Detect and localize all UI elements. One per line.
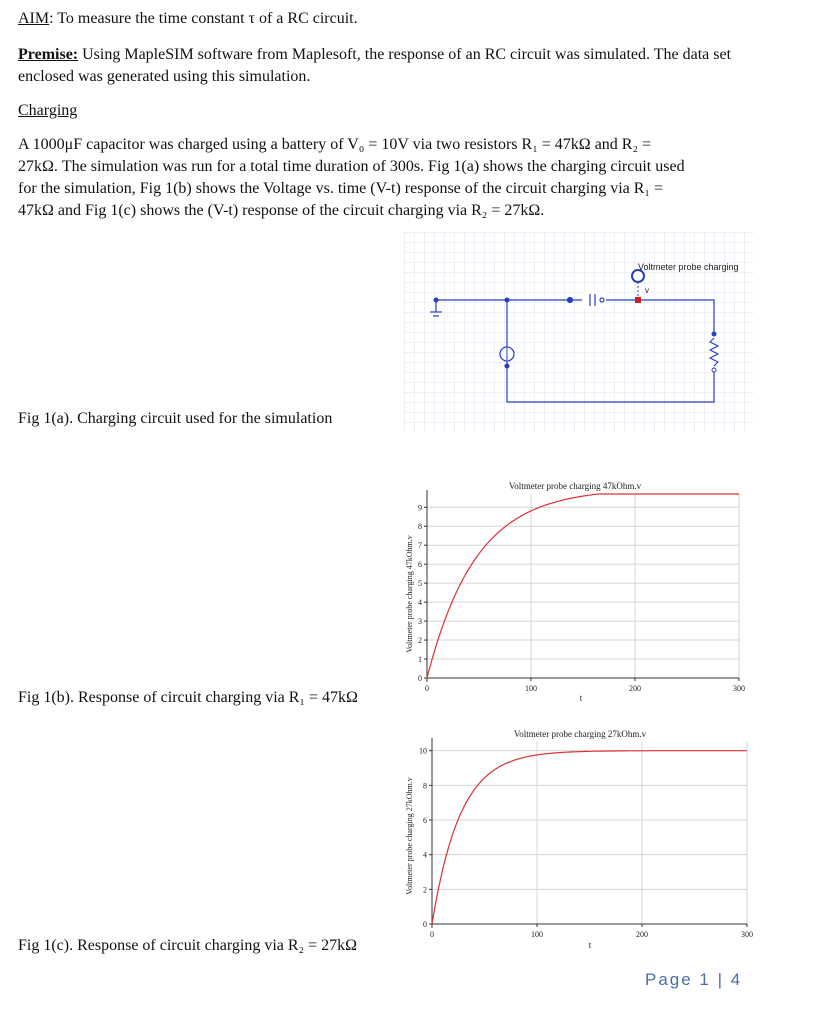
- y-tick-label: 0: [418, 674, 422, 683]
- charging-line-4: 47kΩ and Fig 1(c) shows the (V-t) response of the circuit charging via R₂ = 27kΩ.: [18, 202, 545, 219]
- page-number: Page 1 | 4: [645, 970, 743, 989]
- aim-label: AIM: [18, 10, 50, 27]
- chart-fig-b: [400, 476, 750, 706]
- y-tick-label: 4: [418, 598, 422, 608]
- y-tick-label: 3: [418, 617, 422, 627]
- charging-circuit-diagram: [404, 232, 754, 432]
- y-tick-label: 10: [419, 746, 427, 756]
- x-axis-label: t: [588, 940, 592, 950]
- series-line: [427, 494, 739, 678]
- y-axis-label: Voltmeter probe charging 27kOhm.v: [405, 777, 414, 895]
- x-tick-label: 200: [636, 930, 648, 939]
- y-tick-label: 7: [418, 541, 422, 551]
- x-axis-label: t: [579, 693, 583, 703]
- x-tick-label: 100: [525, 684, 537, 693]
- charging-line-1: A 1000μF capacitor was charged using a battery of V₀ = 10V via two resistors R₁ = 47kΩ and R₂ =: [18, 136, 652, 153]
- premise-label: Premise:: [18, 46, 79, 63]
- aim-text: : To measure the time constant τ of a RC circuit.: [49, 10, 358, 27]
- series-line: [432, 751, 747, 924]
- y-axis-label: Voltmeter probe charging 47kOhm.v: [405, 535, 414, 653]
- x-tick-label: 300: [741, 930, 753, 939]
- x-tick-label: 200: [629, 684, 641, 693]
- x-tick-label: 0: [430, 930, 434, 939]
- premise-text: Using MapleSIM software from Maplesoft, the response of an RC circuit was simulated. The data set enclosed was generated using this simulation.: [18, 46, 732, 85]
- y-tick-label: 9: [418, 503, 422, 513]
- fig-a-caption: Fig 1(a). Charging circuit used for the simulation: [18, 410, 333, 427]
- x-tick-label: 300: [733, 684, 745, 693]
- y-tick-label: 8: [423, 781, 427, 791]
- y-tick-label: 2: [418, 636, 422, 646]
- y-tick-label: 5: [418, 579, 422, 589]
- fig-c-caption: Fig 1(c). Response of circuit charging via R₂ = 27kΩ: [18, 937, 358, 954]
- section-heading: Charging: [18, 102, 78, 119]
- chart-title: Voltmeter probe charging 47kOhm.v: [508, 481, 642, 491]
- x-tick-label: 0: [425, 684, 429, 693]
- premise-paragraph: [18, 44, 778, 88]
- charging-paragraph: [18, 134, 808, 222]
- y-tick-label: 6: [418, 560, 422, 570]
- chart-title: Voltmeter probe charging 27kOhm.v: [513, 729, 647, 739]
- probe-label: Voltmeter probe charging: [638, 262, 739, 272]
- y-tick-label: 8: [418, 522, 422, 532]
- y-tick-label: 2: [423, 885, 427, 895]
- y-tick-label: 0: [423, 920, 427, 929]
- chart-fig-c: [400, 724, 760, 954]
- aim-line: [18, 8, 778, 30]
- y-tick-label: 4: [423, 850, 427, 860]
- x-tick-label: 100: [531, 930, 543, 939]
- y-tick-label: 1: [418, 655, 422, 665]
- node-dot: [434, 298, 439, 303]
- node-dot: [505, 298, 510, 303]
- charging-line-3: for the simulation, Fig 1(b) shows the Voltage vs. time (V-t) response of the circuit charging via R₁ =: [18, 180, 664, 197]
- probe-variable: v: [645, 286, 649, 295]
- fig-b-caption: Fig 1(b). Response of circuit charging via R₁ = 47kΩ: [18, 689, 358, 706]
- charging-line-2: 27kΩ. The simulation was run for a total time duration of 300s. Fig 1(a) shows the charging circuit used: [18, 158, 685, 175]
- y-tick-label: 6: [423, 816, 427, 825]
